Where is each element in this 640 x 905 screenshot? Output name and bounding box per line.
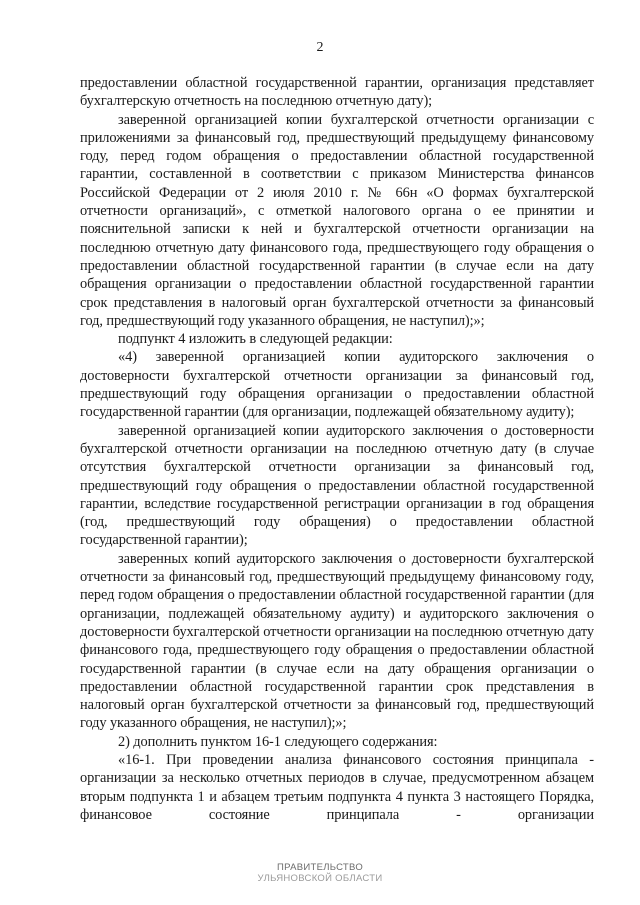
document-body: [80, 74, 594, 824]
paragraph-audit-copies: заверенных копий аудиторского заключения о достоверности бухгалтерской отчетности за финансовый год, предшествующий предыдущему финансовому году, перед годом обращения о предоставлении областной государственной гарантии (для организации, подлежащей обязательному аудиту) и аудиторского заключения о достоверности бухгалтерской отчетности организации на последнюю отчетную дату финансового года, предшествующего году обращения о предоставлении областной государственной гарантии (в случае если на дату обращения организации о предоставлении областной государственной гарантии срок представления в налоговый орган бухгалтерской отчетности за финансовый год, предшествующий году указанного обращения, не наступил);»;: [80, 550, 594, 732]
page-number: 2: [316, 40, 324, 55]
watermark-stamp: [0, 862, 640, 884]
paragraph-audit-copy: заверенной организацией копии аудиторского заключения о достоверности бухгалтерской отчетности организации на последнюю отчетную дату (в случае отсутствия бухгалтерской отчетности организации за финансовый год, предшествующий году обращения о предоставлении областной государственной гарантии, вследствие государственной регистрации организации в год обращения (год, предшествующий году обращения) о предоставлении областной государственной гарантии);: [80, 422, 594, 549]
paragraph-subitem-4-intro: подпункт 4 изложить в следующей редакции:: [118, 331, 393, 348]
paragraph-continuation: предоставлении областной государственной гарантии, организация представляет бухгалтерскую отчетность на последнюю отчетную дату);: [80, 75, 594, 110]
paragraph-accounting-copy: заверенной организацией копии бухгалтерской отчетности организации с приложениями за финансовый год, предшествующий предыдущему финансовому году, перед годом обращения о предоставлении областной государственной гарантии, составленной в соответствии с приказом Министерства финансов Российской Федерации от 2 июля 2010 г. № 66н «О формах бухгалтерской отчетности организаций», с отметкой налогового органа о ее принятии и пояснительной записки к ней и бухгалтерской отчетности организации на последнюю отчетную дату финансового года, предшествующего году обращения о предоставлении областной государственной гарантии (в случае если на дату обращения организации о предоставлении областной государственной гарантии срок представления в налоговый орган бухгалтерской отчетности за финансовый год, предшествующий году указанного обращения, не наступил);»;: [80, 111, 594, 329]
paragraph-item-16-1: «16-1. При проведении анализа финансового состояния принципала - организации за несколько отчетных периодов в случае, предусмотренном абзацем вторым подпункта 1 и абзацем третьим подпункта 4 пункта 3 настоящего Порядка, финансовое состояние принципала - организации: [80, 751, 594, 823]
paragraph-subitem-4: «4) заверенной организацией копии аудиторского заключения о достоверности бухгалтерской отчетности организации за финансовый год, предшествующий году обращения организации о предоставлении областной государственной гарантии (для организации, подлежащей обязательному аудиту);: [80, 349, 594, 421]
paragraph-item-16-1-intro: 2) дополнить пунктом 16-1 следующего содержания:: [118, 733, 438, 750]
stamp-line-1: ПРАВИТЕЛЬСТВО: [276, 862, 364, 873]
stamp-line-2: УЛЬЯНОВСКОЙ ОБЛАСТИ: [257, 873, 383, 884]
